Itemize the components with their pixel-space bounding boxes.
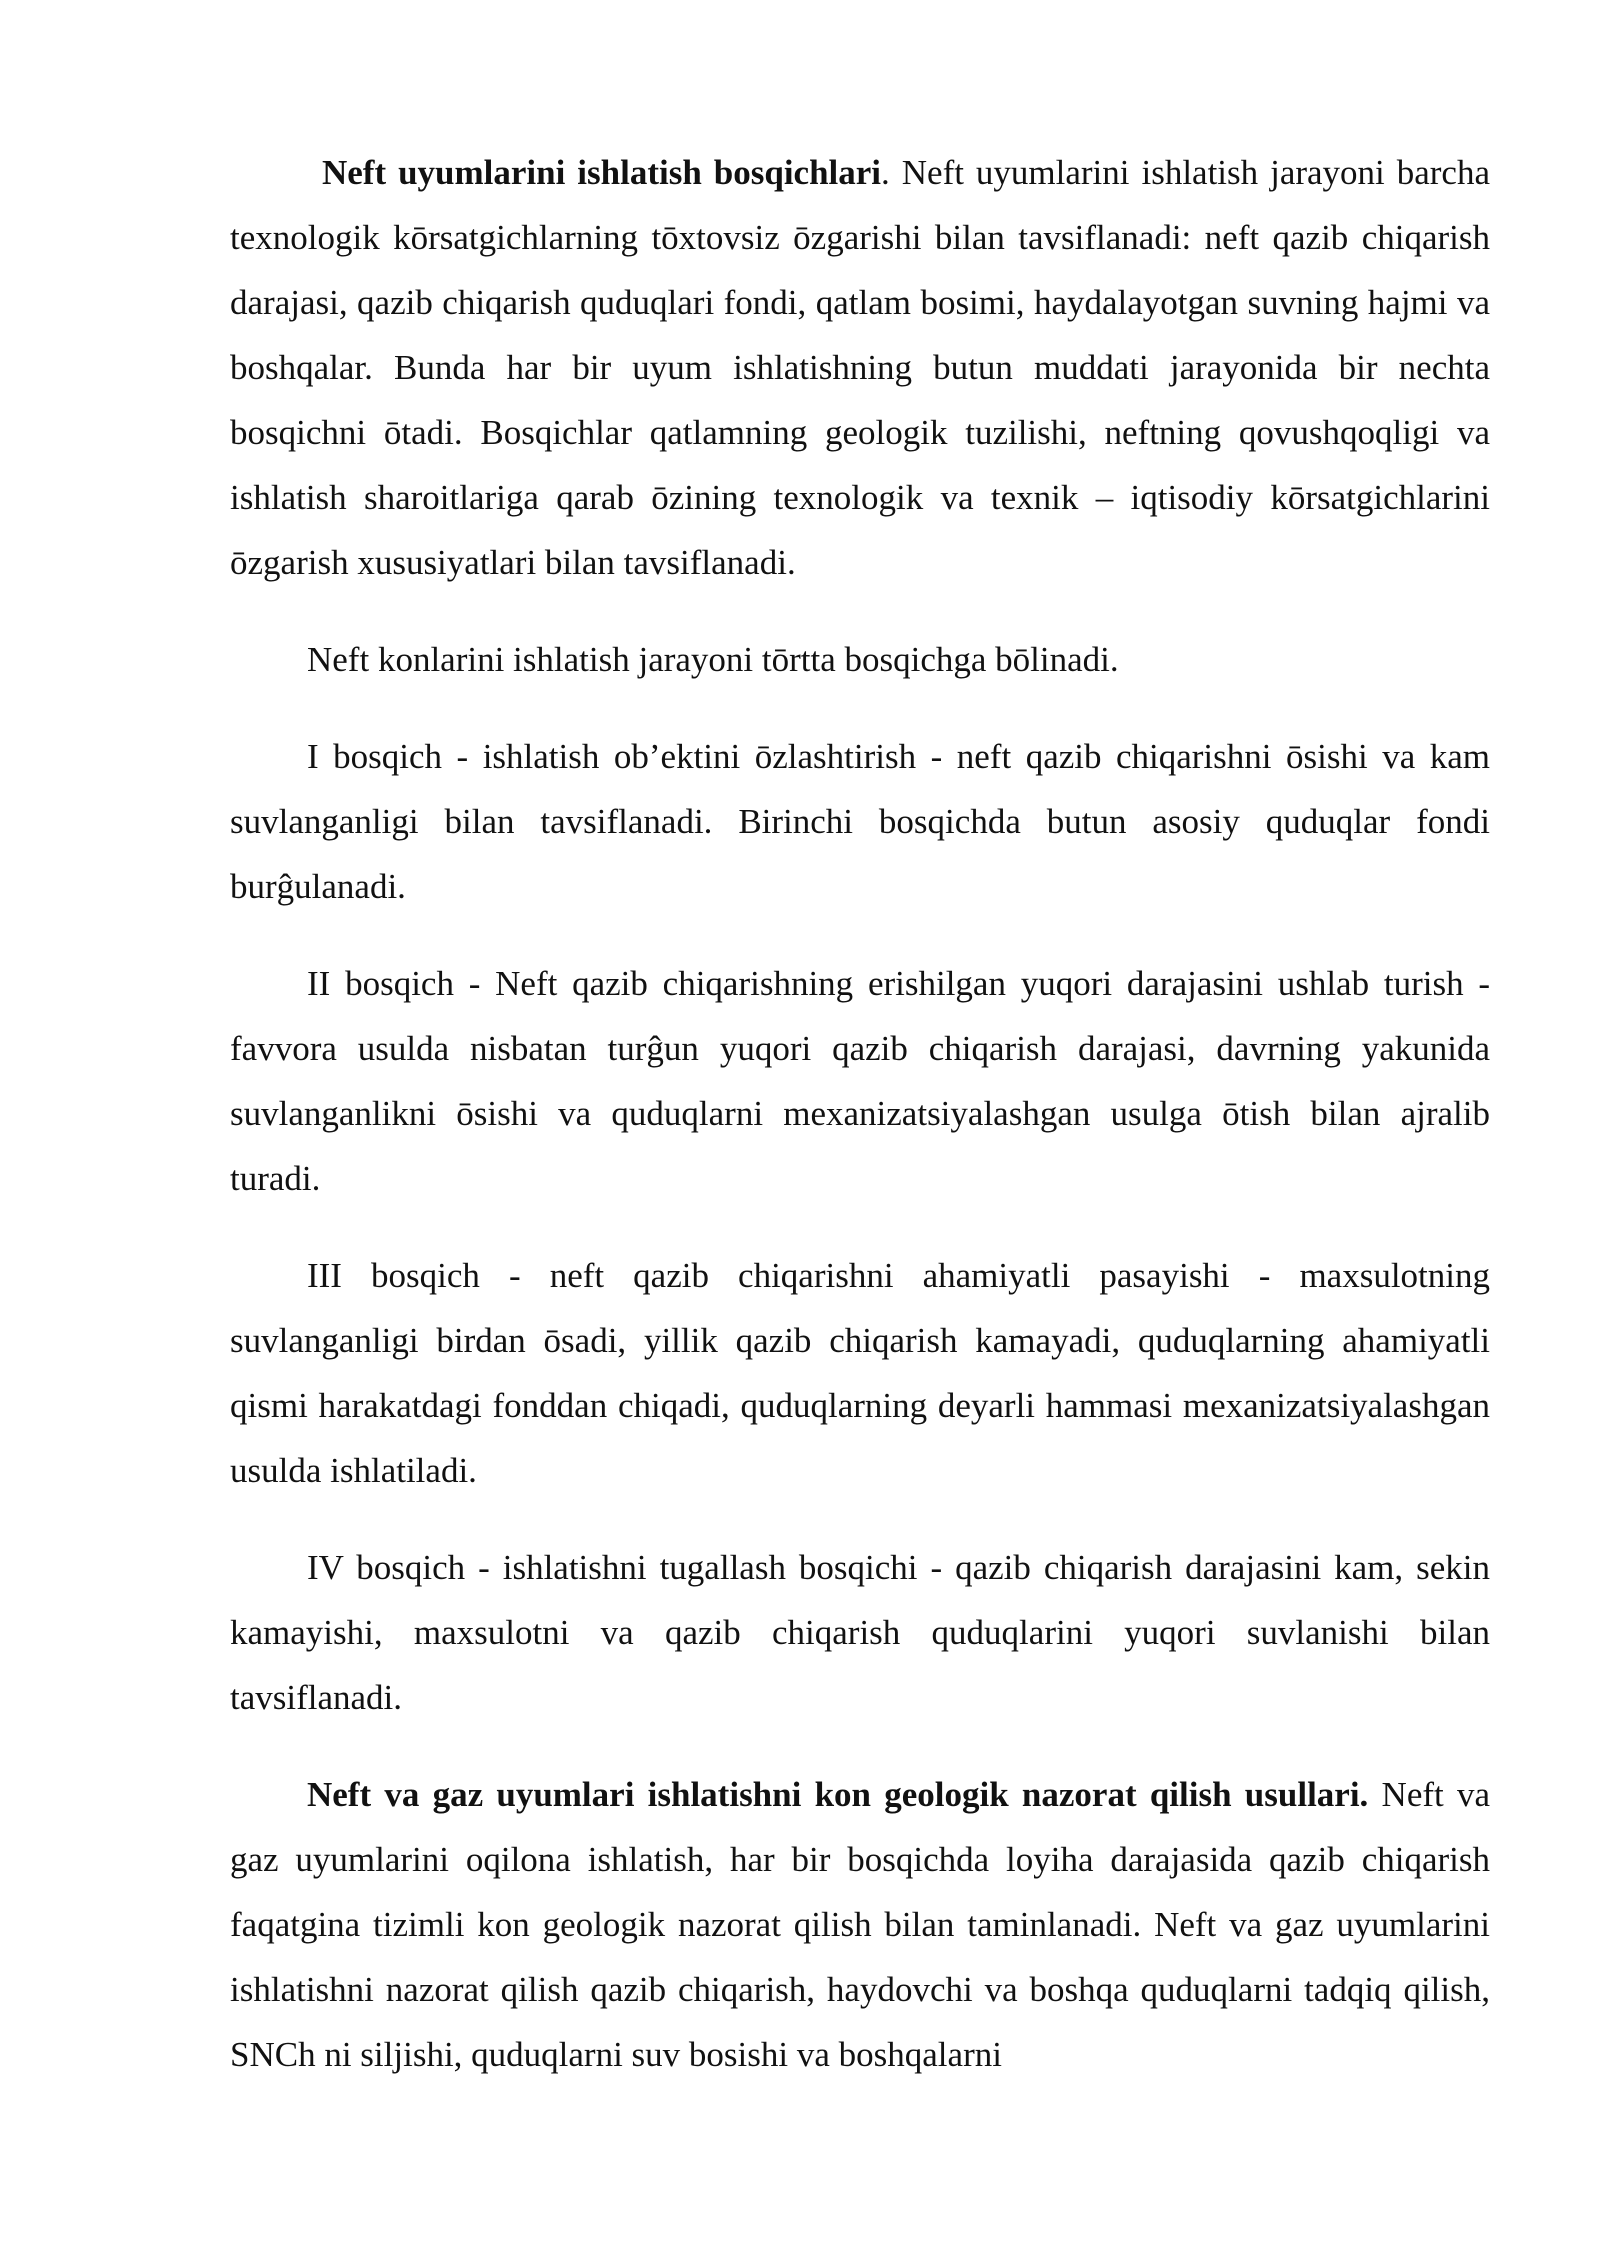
paragraph-stage-3 <box>230 1243 1490 1503</box>
heading-development-stages: Neft uyumlarini ishlatish bosqichlari <box>322 153 882 192</box>
heading-period: . <box>881 153 890 192</box>
paragraph-text: III bosqich - neft qazib chiqarishni ahamiyatli pasayishi - maxsulotning suvlanganligi birdan ōsadi, yillik qazib chiqarish kamayadi, quduqlarning ahamiyatli qismi harakatdagi fonddan chiqadi, quduqlarning deyarli hammasi mexanizatsiyalashgan usulda ishlatiladi. <box>230 1256 1490 1490</box>
paragraph-text: Neft konlarini ishlatish jarayoni tōrtta bosqichga bōlinadi. <box>307 640 1119 679</box>
paragraph-text: I bosqich - ishlatish ob’ektini ōzlashtirish - neft qazib chiqarishni ōsishi va kam suvlanganligi bilan tavsiflanadi. Birinchi bosqichda butun asosiy quduqlar fondi burĝulanadi. <box>230 737 1490 906</box>
heading-geological-control: Neft va gaz uyumlari ishlatishni kon geologik nazorat qilish usullari. <box>307 1775 1369 1814</box>
paragraph-text: II bosqich - Neft qazib chiqarishning erishilgan yuqori darajasini ushlab turish - favvora usulda nisbatan turĝun yuqori qazib chiqarish darajasi, davrning yakunida suvlanganlikni ōsishi va quduqlarni mexanizatsiyalashgan usulga ōtish bilan ajralib turadi. <box>230 964 1490 1198</box>
paragraph-text: IV bosqich - ishlatishni tugallash bosqichi - qazib chiqarish darajasini kam, sekin kamayishi, maxsulotni va qazib chiqarish quduqlarini yuqori suvlanishi bilan tavsiflanadi. <box>230 1548 1490 1717</box>
paragraph-stage-1 <box>230 724 1490 919</box>
paragraph-stage-4 <box>230 1535 1490 1730</box>
document-body <box>230 140 1490 2119</box>
paragraph-development-stages <box>230 140 1490 595</box>
paragraph-four-stages <box>230 627 1490 692</box>
paragraph-text: Neft uyumlarini ishlatish jarayoni barcha texnologik kōrsatgichlarning tōxtovsiz ōzgarishi bilan tavsiflanadi: neft qazib chiqarish darajasi, qazib chiqarish quduqlari fondi, qatlam bosimi, haydalayotgan suvning hajmi va boshqalar. Bunda har bir uyum ishlatishning butun muddati jarayonida bir nechta bosqichni ōtadi. Bosqichlar qatlamning geologik tuzilishi, neftning qovushqoqligi va ishlatish sharoitlariga qarab ōzining texnologik va texnik – iqtisodiy kōrsatgichlarini ōzgarish xususiyatlari bilan tavsiflanadi. <box>230 153 1491 582</box>
paragraph-stage-2 <box>230 951 1490 1211</box>
paragraph-text: Neft va gaz uyumlarini oqilona ishlatish, har bir bosqichda loyiha darajasida qazib chiqarish faqatgina tizimli kon geologik nazorat qilish bilan taminlanadi. Neft va gaz uyumlarini ishlatishni nazorat qilish qazib chiqarish, haydovchi va boshqa quduqlarni tadqiq qilish, SNCh ni siljishi, quduqlarni suv bosishi va boshqalarni <box>230 1775 1491 2074</box>
paragraph-geological-control <box>230 1762 1490 2087</box>
